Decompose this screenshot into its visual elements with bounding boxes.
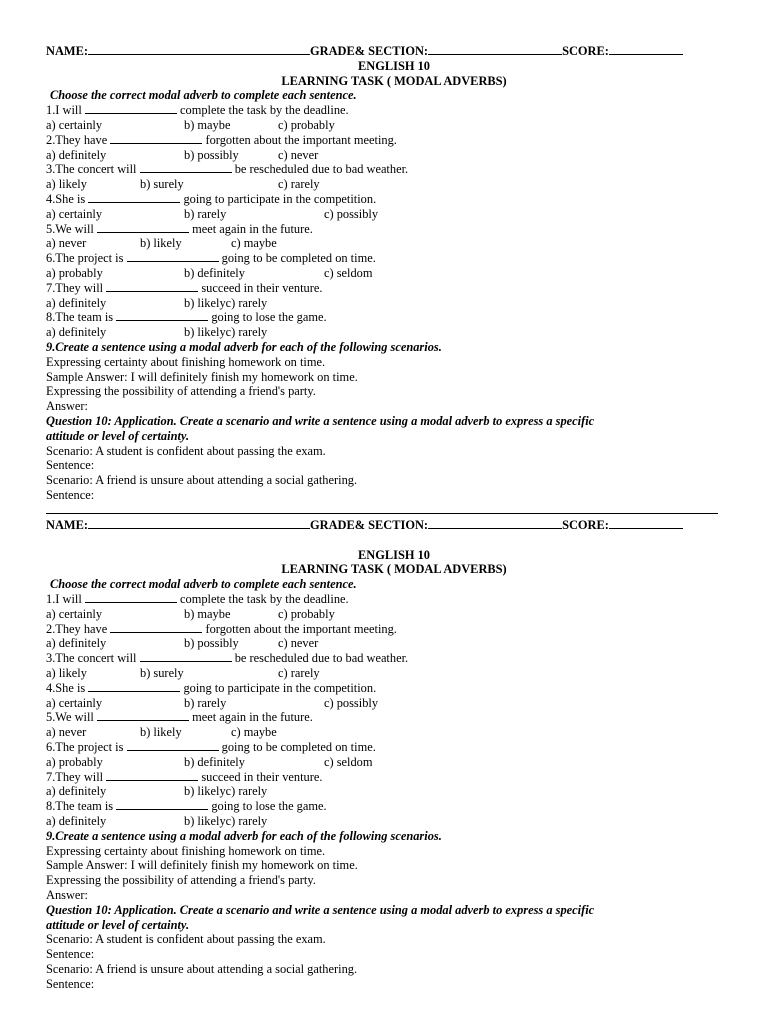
answer-blank — [106, 770, 198, 781]
grade-blank — [428, 518, 562, 529]
question-stem: 2.They have forgotten about the important meeting. — [46, 132, 397, 147]
question-stem: 6.The project is going to be completed on time. — [46, 739, 376, 754]
score-label: SCORE: — [562, 518, 609, 532]
question-stem: 2.They have forgotten about the important meeting. — [46, 621, 397, 636]
question-stem: 7.They will succeed in their venture. — [46, 280, 323, 295]
question-stem: 7.They will succeed in their venture. — [46, 769, 323, 784]
options-row: a) likely b) surely c) rarely — [46, 177, 320, 192]
instructions: Choose the correct modal adverb to complete each sentence. — [50, 88, 357, 103]
answer-blank — [127, 740, 219, 751]
q9-scenario-1: Expressing certainty about finishing homework on time. — [46, 843, 326, 858]
answer-blank — [97, 710, 189, 721]
options-row: a) certainly b) maybe c) probably — [46, 117, 335, 132]
question-stem: 3.The concert will be rescheduled due to bad weather. — [46, 651, 409, 666]
score-blank — [609, 518, 683, 529]
answer-blank — [88, 192, 180, 203]
answer-blank — [85, 103, 177, 114]
spacer — [46, 533, 726, 548]
q10-title-cont: attitude or level of certainty. — [46, 917, 190, 932]
question-stem: 8.The team is going to lose the game. — [46, 310, 327, 325]
options-row: a) definitely b) possibly c) never — [46, 636, 319, 651]
name-label: NAME: — [46, 44, 88, 58]
options-row: a) certainly b) rarely c) possibly — [46, 695, 379, 710]
options-row: a) probably b) definitely c) seldom — [46, 754, 373, 769]
answer-blank — [85, 592, 177, 603]
answer-blank — [140, 162, 232, 173]
q10-title-cont: attitude or level of certainty. — [46, 428, 190, 443]
q9-title: 9.Create a sentence using a modal adverb for each of the following scenarios. — [46, 339, 442, 354]
q10-scenario-2: Scenario: A friend is unsure about attending a social gathering. — [46, 473, 358, 488]
q10-scenario-1: Scenario: A student is confident about passing the exam. — [46, 932, 326, 947]
header-row — [46, 44, 726, 59]
instructions: Choose the correct modal adverb to complete each sentence. — [50, 577, 357, 592]
q9-scenario-2: Expressing the possibility of attending a friend's party. — [46, 873, 316, 888]
answer-blank — [106, 281, 198, 292]
options-row: a) definitely b) likelyc) rarely — [46, 325, 268, 340]
name-blank — [88, 44, 310, 55]
q10-sentence-label-2: Sentence: — [46, 976, 95, 991]
question-stem: 5.We will meet again in the future. — [46, 710, 313, 725]
answer-blank — [97, 222, 189, 233]
cut-line-divider — [46, 513, 718, 514]
q10-title: Question 10: Application. Create a scenario and write a sentence using a modal adverb to express a specific — [46, 902, 595, 917]
answer-blank — [116, 799, 208, 810]
q9-scenario-1: Expressing certainty about finishing homework on time. — [46, 354, 326, 369]
grade-label: GRADE& SECTION: — [309, 44, 429, 58]
options-row: a) certainly b) rarely c) possibly — [46, 206, 379, 221]
subject-title: ENGLISH 10 — [358, 58, 430, 73]
q9-scenario-2: Expressing the possibility of attending a friend's party. — [46, 384, 316, 399]
task-title: LEARNING TASK ( MODAL ADVERBS) — [281, 562, 507, 577]
options-row: a) probably b) definitely c) seldom — [46, 265, 373, 280]
options-row: a) definitely b) possibly c) never — [46, 147, 319, 162]
q9-sample-answer: Sample Answer: I will definitely finish my homework on time. — [46, 858, 358, 873]
subject-title: ENGLISH 10 — [358, 547, 430, 562]
q10-sentence-label-1: Sentence: — [46, 458, 95, 473]
options-row: a) likely b) surely c) rarely — [46, 665, 320, 680]
score-blank — [609, 44, 683, 55]
q9-sample-answer: Sample Answer: I will definitely finish my homework on time. — [46, 369, 358, 384]
answer-blank — [116, 310, 208, 321]
question-stem: 6.The project is going to be completed on time. — [46, 251, 376, 266]
q10-title: Question 10: Application. Create a scenario and write a sentence using a modal adverb to express a specific — [46, 413, 595, 428]
grade-blank — [428, 44, 562, 55]
question-stem: 5.We will meet again in the future. — [46, 221, 313, 236]
score-label: SCORE: — [562, 44, 609, 58]
q10-sentence-label-2: Sentence: — [46, 487, 95, 502]
q10-scenario-2: Scenario: A friend is unsure about attending a social gathering. — [46, 961, 358, 976]
question-stem: 3.The concert will be rescheduled due to bad weather. — [46, 162, 409, 177]
task-title: LEARNING TASK ( MODAL ADVERBS) — [281, 73, 507, 88]
question-stem: 4.She is going to participate in the competition. — [46, 680, 377, 695]
q10-sentence-label-1: Sentence: — [46, 947, 95, 962]
name-blank — [88, 518, 310, 529]
header-row — [46, 518, 726, 533]
name-label: NAME: — [46, 518, 88, 532]
answer-blank — [88, 681, 180, 692]
grade-label: GRADE& SECTION: — [309, 518, 429, 532]
options-row: a) never b) likely c) maybe — [46, 725, 277, 740]
answer-blank — [110, 622, 202, 633]
worksheet-copy-1 — [46, 44, 726, 503]
options-row: a) definitely b) likelyc) rarely — [46, 813, 268, 828]
q9-title: 9.Create a sentence using a modal adverb for each of the following scenarios. — [46, 828, 442, 843]
question-stem: 1.I will complete the task by the deadline. — [46, 103, 349, 118]
question-stem: 8.The team is going to lose the game. — [46, 799, 327, 814]
question-stem: 1.I will complete the task by the deadline. — [46, 591, 349, 606]
worksheet-copy-2 — [46, 518, 726, 992]
options-row: a) never b) likely c) maybe — [46, 236, 277, 251]
question-stem: 4.She is going to participate in the competition. — [46, 191, 377, 206]
q9-answer-label: Answer: — [46, 887, 88, 902]
q10-scenario-1: Scenario: A student is confident about passing the exam. — [46, 443, 326, 458]
answer-blank — [127, 251, 219, 262]
q9-answer-label: Answer: — [46, 399, 88, 414]
answer-blank — [140, 651, 232, 662]
options-row: a) definitely b) likelyc) rarely — [46, 295, 268, 310]
answer-blank — [110, 133, 202, 144]
options-row: a) certainly b) maybe c) probably — [46, 606, 335, 621]
options-row: a) definitely b) likelyc) rarely — [46, 784, 268, 799]
